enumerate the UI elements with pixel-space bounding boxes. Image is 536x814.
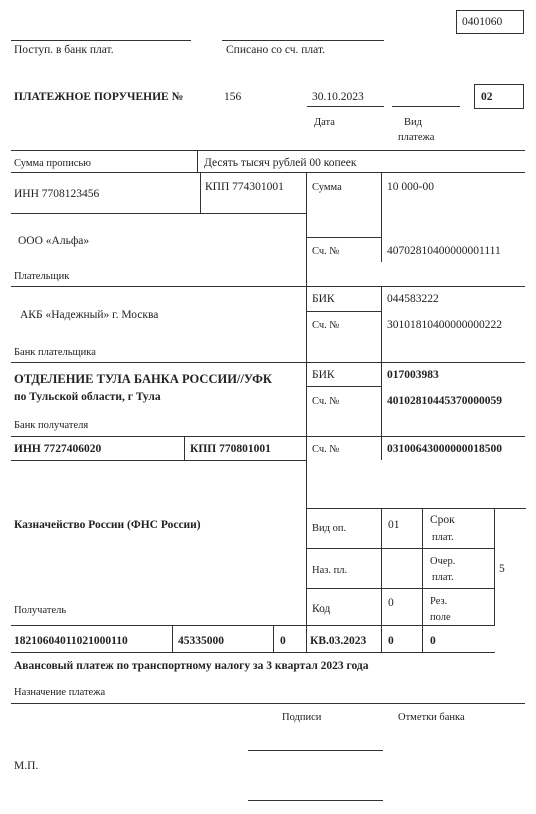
term-label: Срок	[430, 514, 455, 526]
signature-line-1	[248, 750, 383, 751]
payer-account-label: Сч. №	[312, 246, 340, 257]
payer-bank-label: Банк плательщика	[14, 347, 96, 358]
term-label-2: плат.	[432, 532, 454, 543]
tax-div-3	[306, 625, 307, 652]
payer-inn-bottom-line	[11, 213, 306, 214]
payee-account: 03100643000000018500	[387, 443, 502, 455]
payer-bank-bottom-line	[11, 362, 525, 363]
tax-div-5	[422, 625, 423, 652]
payer-label: Плательщик	[14, 271, 70, 282]
code-label: Код	[312, 603, 331, 615]
codes-col-1	[381, 508, 382, 625]
stamp-label: М.П.	[14, 760, 39, 772]
date-label: Дата	[314, 117, 335, 128]
date-underline	[307, 106, 384, 107]
purpose-code-label: Наз. пл.	[312, 565, 348, 576]
codes-col-2	[422, 508, 423, 625]
tax-row-bottom-line	[11, 652, 495, 653]
received-date-label: Поступ. в банк плат.	[14, 44, 114, 56]
tax-div-4	[381, 625, 382, 652]
doc-date: 0	[430, 635, 436, 647]
codes-row-2	[306, 588, 495, 589]
payer-inn-divider	[200, 172, 201, 213]
payer-amount-label: Сумма	[312, 182, 342, 193]
payee-name: Казначейство России (ФНС России)	[14, 519, 201, 531]
header-underline-right	[222, 40, 384, 41]
payer-kpp: КПП 774301001	[205, 181, 284, 193]
codes-row-1	[306, 548, 495, 549]
payer-bank-bik-label: БИК	[312, 293, 335, 305]
payer-bank-account-label: Сч. №	[312, 320, 340, 331]
payment-order: 5	[499, 563, 505, 575]
document-title: ПЛАТЕЖНОЕ ПОРУЧЕНИЕ №	[14, 91, 184, 103]
payee-bank-bik-line	[306, 386, 382, 387]
right-section-divider	[306, 172, 307, 625]
oktmo: 45335000	[178, 635, 224, 647]
right-value-divider-low	[381, 436, 382, 460]
payee-bank-name-line1: ОТДЕЛЕНИЕ ТУЛА БАНКА РОССИИ//УФК	[14, 372, 272, 386]
doc-number: 0	[388, 635, 394, 647]
payer-bottom-line	[11, 286, 525, 287]
payee-label: Получатель	[14, 605, 67, 616]
payee-inn: ИНН 7727406020	[14, 443, 102, 455]
status-code: 02	[481, 91, 493, 103]
payee-bank-bik-label: БИК	[312, 369, 335, 381]
right-value-divider-top	[381, 172, 382, 262]
payee-kpp: КПП 770801001	[190, 443, 271, 455]
order-label-2: плат.	[432, 572, 454, 583]
kbk: 18210604011021000110	[14, 635, 128, 647]
payee-inn-bottom-line	[11, 460, 306, 461]
bank-marks-label: Отметки банка	[398, 712, 465, 723]
payer-account: 40702810400000001111	[387, 245, 501, 257]
payer-bank-name: АКБ «Надежный» г. Москва	[20, 309, 159, 321]
signature-line-2	[248, 800, 383, 801]
header-underline-left	[11, 40, 191, 41]
payee-bank-label: Банк получателя	[14, 420, 89, 431]
op-type-label: Вид оп.	[312, 523, 347, 534]
payer-bank-account: 30101810400000000222	[387, 319, 502, 331]
amount-words-value: Десять тысяч рублей 00 копеек	[204, 157, 357, 169]
payer-top-line	[11, 172, 525, 173]
signatures-label: Подписи	[282, 712, 322, 723]
form-code: 0401060	[462, 16, 503, 28]
payment-type-underline	[392, 106, 460, 107]
payment-type-label: Вид	[404, 117, 422, 128]
payer-inn: ИНН 7708123456	[14, 188, 100, 200]
document-number: 156	[224, 91, 242, 103]
payee-account-label: Сч. №	[312, 444, 340, 455]
right-value-divider-mid	[381, 286, 382, 436]
reserve-field-label: Рез.	[430, 596, 448, 607]
reserve-field-label-2: поле	[430, 612, 451, 623]
amount-words-label: Сумма прописью	[14, 158, 92, 169]
payer-amount: 10 000-00	[387, 181, 434, 193]
tax-period: КВ.03.2023	[310, 635, 367, 647]
payment-purpose-label: Назначение платежа	[14, 687, 106, 698]
payee-bank-account-label: Сч. №	[312, 396, 340, 407]
payment-type-label-2: платежа	[398, 132, 435, 143]
debited-date-label: Списано со сч. плат.	[226, 44, 325, 56]
amount-words-top-line	[11, 150, 525, 151]
purpose-bottom-line	[11, 703, 525, 704]
payer-amount-bottom-line	[306, 237, 382, 238]
payer-name: ООО «Альфа»	[18, 235, 90, 247]
payment-purpose: Авансовый платеж по транспортному налогу за 3 квартал 2023 года	[14, 660, 369, 672]
op-type: 01	[388, 519, 400, 531]
tax-div-2	[273, 625, 274, 652]
payee-bank-bottom-line	[11, 436, 525, 437]
payer-bank-bik-line	[306, 311, 382, 312]
payee-bank-bik: 017003983	[387, 369, 439, 381]
tax-div-1	[172, 625, 173, 652]
code: 0	[388, 597, 394, 609]
codes-col-3	[494, 508, 495, 625]
amount-words-divider	[197, 150, 198, 172]
basis: 0	[280, 635, 286, 647]
document-date: 30.10.2023	[312, 91, 364, 103]
order-label: Очер.	[430, 556, 456, 567]
payee-account-bottom-line	[306, 508, 526, 509]
payee-inn-divider	[184, 436, 185, 460]
payee-bank-name-line2: по Тульской области, г Тула	[14, 391, 161, 403]
payee-bank-account: 40102810445370000059	[387, 395, 502, 407]
payer-bank-bik: 044583222	[387, 293, 439, 305]
